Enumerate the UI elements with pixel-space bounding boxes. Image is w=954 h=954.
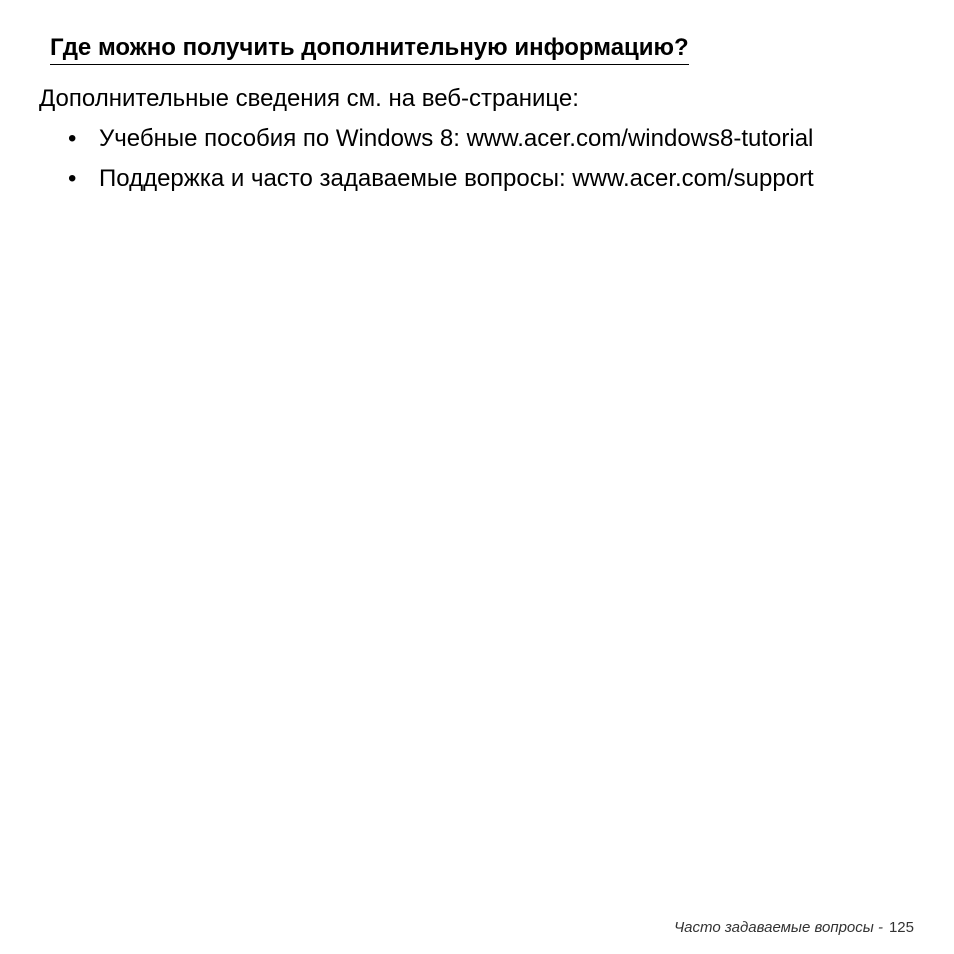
bullet-icon: • [68, 125, 77, 152]
section-heading [50, 33, 689, 65]
intro-paragraph: Дополнительные сведения см. на веб-странице: [39, 85, 579, 112]
page-number: 125 [888, 919, 914, 936]
list-item-text: Учебные пособия по Windows 8: www.acer.com/windows8-tutorial [99, 125, 814, 152]
footer-section-title: Часто задаваемые вопросы - [674, 919, 883, 936]
list-item-text: Поддержка и часто задаваемые вопросы: www.acer.com/support [99, 165, 814, 192]
page-footer [674, 918, 914, 938]
bullet-icon: • [68, 165, 77, 192]
section-heading-text: Где можно получить дополнительную информацию? [50, 33, 689, 65]
